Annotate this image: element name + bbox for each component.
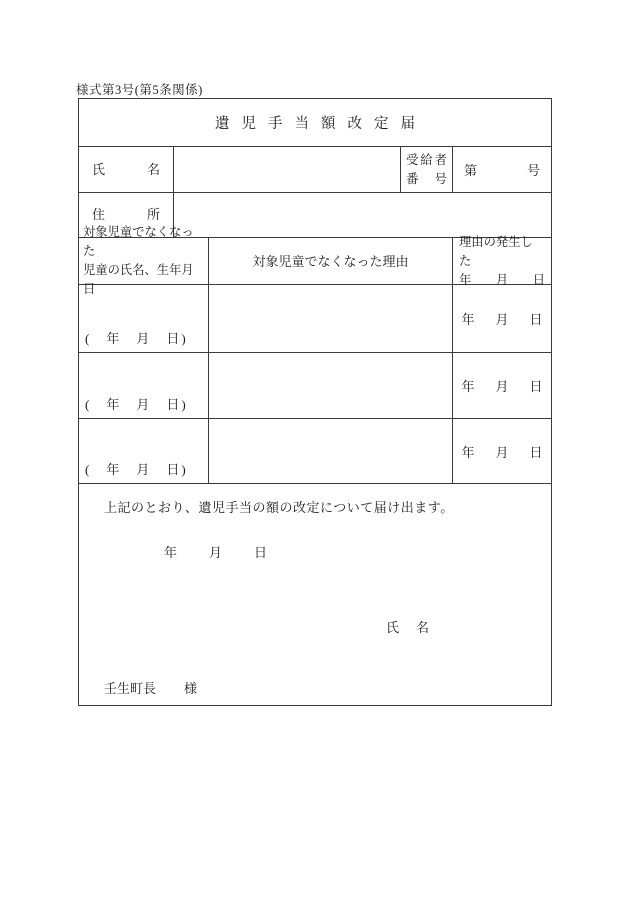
child-name-cell <box>79 285 209 352</box>
children-header-reason-col: 対象児童でなくなった理由 <box>209 238 453 284</box>
title-row <box>79 99 551 147</box>
child-reason-cell <box>209 353 453 418</box>
mayor-title: 壬生町長 <box>104 681 157 696</box>
address-label: 住所 <box>79 193 174 237</box>
child-name-cell <box>79 419 209 483</box>
signature-name-label: 氏 名 <box>386 620 432 635</box>
child-row <box>79 353 551 419</box>
children-table-header <box>79 225 551 296</box>
honorific-label: 様 <box>184 681 198 696</box>
submission-date-line: 年 月 日 <box>164 545 270 560</box>
child-reason-cell <box>209 419 453 483</box>
address-value-cell <box>174 193 551 237</box>
child-birthdate-hint: ( 年 月 日) <box>85 331 188 346</box>
number-suffix: 号 <box>526 163 540 178</box>
allowance-change-form <box>78 98 552 706</box>
child-row <box>79 419 551 484</box>
form-number-label: 様式第3号(第5条関係) <box>76 83 203 97</box>
signature-section <box>79 484 551 706</box>
statement-text: 上記のとおり、遺児手当の額の改定について届け出ます。 <box>104 500 454 515</box>
recipient-number-label: 受給者 番号 <box>401 147 453 192</box>
child-occurred-date: 年 月 日 <box>461 312 547 327</box>
child-name-cell <box>79 353 209 418</box>
child-row <box>79 285 551 353</box>
children-header-date-col: 理由の発生した 年 月 日 <box>459 234 545 287</box>
name-value-cell <box>174 147 401 192</box>
name-label: 氏名 <box>79 147 174 192</box>
child-birthdate-hint: ( 年 月 日) <box>85 397 188 412</box>
form-title: 遺児手当額改定届 <box>215 116 427 132</box>
name-row <box>79 147 551 193</box>
recipient-number-value-cell <box>453 147 551 192</box>
addressee-line <box>104 678 197 697</box>
children-header-name-col: 対象児童でなくなった 児童の氏名、生年月日 <box>79 238 209 284</box>
child-reason-cell <box>209 285 453 352</box>
child-occurred-date: 年 月 日 <box>461 379 547 394</box>
child-birthdate-hint: ( 年 月 日) <box>85 462 188 477</box>
number-prefix: 第 <box>464 163 478 178</box>
child-occurred-date: 年 月 日 <box>461 444 547 460</box>
